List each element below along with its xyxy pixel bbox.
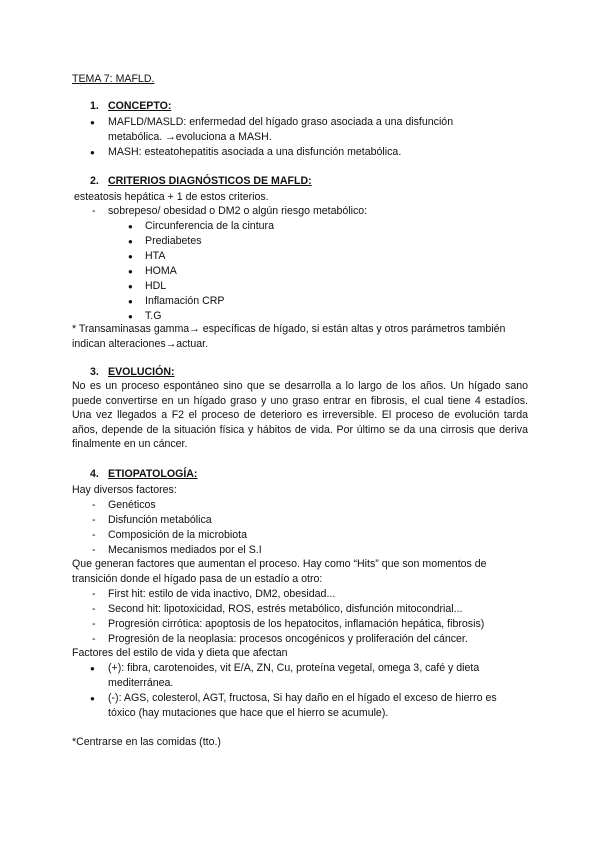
footer-note: *Centrarse en las comidas (tto.) xyxy=(72,736,221,748)
lifestyle-line: (-): AGS, colesterol, AGT, fructosa, Si hay daño en el hígado el exceso de hierro es xyxy=(108,692,497,704)
concept-bullet-line: MASH: esteatohepatitis asociada a una disfunción metabólica. xyxy=(108,146,402,158)
hit-item: Second hit: lipotoxicidad, ROS, estrés metabólico, disfunción mitocondrial... xyxy=(108,603,463,615)
dash-icon: - xyxy=(92,633,96,645)
bullet-icon: ● xyxy=(90,148,95,157)
criteria-sub-item: Prediabetes xyxy=(145,235,202,247)
criteria-intro: esteatosis hepática + 1 de estos criterios. xyxy=(74,191,269,203)
concept-bullet-line: metabólica. →evoluciona a MASH. xyxy=(108,131,272,143)
section-heading-etiopatologia: ETIOPATOLOGÍA: xyxy=(108,468,198,480)
lifestyle-line: mediterránea. xyxy=(108,677,174,689)
dash-icon: - xyxy=(92,514,96,526)
evolution-paragraph: No es un proceso espontáneo sino que se desarrolla a lo largo de los años. Un hígado sano puede convertirse en un hígado graso y uno graso entrar en fibrosis, el cual tiene 4 estadíos. Una vez llegados a F2 el proceso de deterioro es irreversible. El proceso de evolución tarda años, depende de la situación física y hábitos de vida. Por último se da una cirrosis que deriva finalmente en un cáncer. xyxy=(72,380,528,451)
bullet-icon: ● xyxy=(128,267,133,276)
criteria-sub-item: HTA xyxy=(145,250,166,262)
bullet-icon: ● xyxy=(128,282,133,291)
section-heading-criterios: CRITERIOS DIAGNÓSTICOS DE MAFLD: xyxy=(108,175,312,187)
criteria-dash-item: sobrepeso/ obesidad o DM2 o algún riesgo metabólico: xyxy=(108,205,368,217)
criteria-sub-item: Inflamación CRP xyxy=(145,295,225,307)
section-heading-evolucion: EVOLUCIÓN: xyxy=(108,366,175,378)
criteria-note-line: * Transaminasas gamma→ específicas de hígado, si están altas y otros parámetros también xyxy=(72,323,506,335)
bullet-icon: ● xyxy=(90,664,95,673)
bullet-icon: ● xyxy=(90,118,95,127)
lifestyle-line: tóxico (hay mutaciones que hace que el hierro se acumule). xyxy=(108,707,389,719)
hit-item: First hit: estilo de vida inactivo, DM2, obesidad... xyxy=(108,588,336,600)
bullet-icon: ● xyxy=(128,237,133,246)
bullet-icon: ● xyxy=(128,222,133,231)
etio-intro: Hay diversos factores: xyxy=(72,484,177,496)
dash-icon: - xyxy=(92,529,96,541)
section-number: 2. xyxy=(90,175,99,187)
document-title: TEMA 7: MAFLD. xyxy=(72,73,155,85)
hits-intro-line: transición donde el hígado pasa de un estadío a otro: xyxy=(72,573,323,585)
dash-icon: - xyxy=(92,499,96,511)
hit-item: Progresión cirrótica: apoptosis de los hepatocitos, inflamación hepática, fibrosis) xyxy=(108,618,485,630)
dash-icon: - xyxy=(92,205,96,217)
section-number: 4. xyxy=(90,468,99,480)
factor-item: Disfunción metabólica xyxy=(108,514,212,526)
dash-icon: - xyxy=(92,588,96,600)
criteria-sub-item: HDL xyxy=(145,280,167,292)
criteria-sub-item: HOMA xyxy=(145,265,177,277)
bullet-icon: ● xyxy=(128,312,133,321)
factor-item: Mecanismos mediados por el S.I xyxy=(108,544,262,556)
factor-item: Genéticos xyxy=(108,499,156,511)
section-number: 1. xyxy=(90,100,99,112)
hit-item: Progresión de la neoplasia: procesos oncogénicos y proliferación del cáncer. xyxy=(108,633,468,645)
criteria-sub-item: T.G xyxy=(145,310,162,322)
criteria-sub-item: Circunferencia de la cintura xyxy=(145,220,274,232)
lifestyle-intro: Factores del estilo de vida y dieta que afectan xyxy=(72,647,288,659)
bullet-icon: ● xyxy=(128,297,133,306)
factor-item: Composición de la microbiota xyxy=(108,529,247,541)
bullet-icon: ● xyxy=(90,694,95,703)
bullet-icon: ● xyxy=(128,252,133,261)
lifestyle-line: (+): fibra, carotenoides, vit E/A, ZN, Cu, proteína vegetal, omega 3, café y dieta xyxy=(108,662,480,674)
dash-icon: - xyxy=(92,618,96,630)
dash-icon: - xyxy=(92,544,96,556)
concept-bullet-line: MAFLD/MASLD: enfermedad del hígado graso asociada a una disfunción xyxy=(108,116,454,128)
dash-icon: - xyxy=(92,603,96,615)
section-number: 3. xyxy=(90,366,99,378)
hits-intro-line: Que generan factores que aumentan el proceso. Hay como “Hits” que son momentos de xyxy=(72,558,487,570)
criteria-note-line: indican alteraciones→actuar. xyxy=(72,338,209,350)
section-heading-concepto: CONCEPTO: xyxy=(108,100,172,112)
